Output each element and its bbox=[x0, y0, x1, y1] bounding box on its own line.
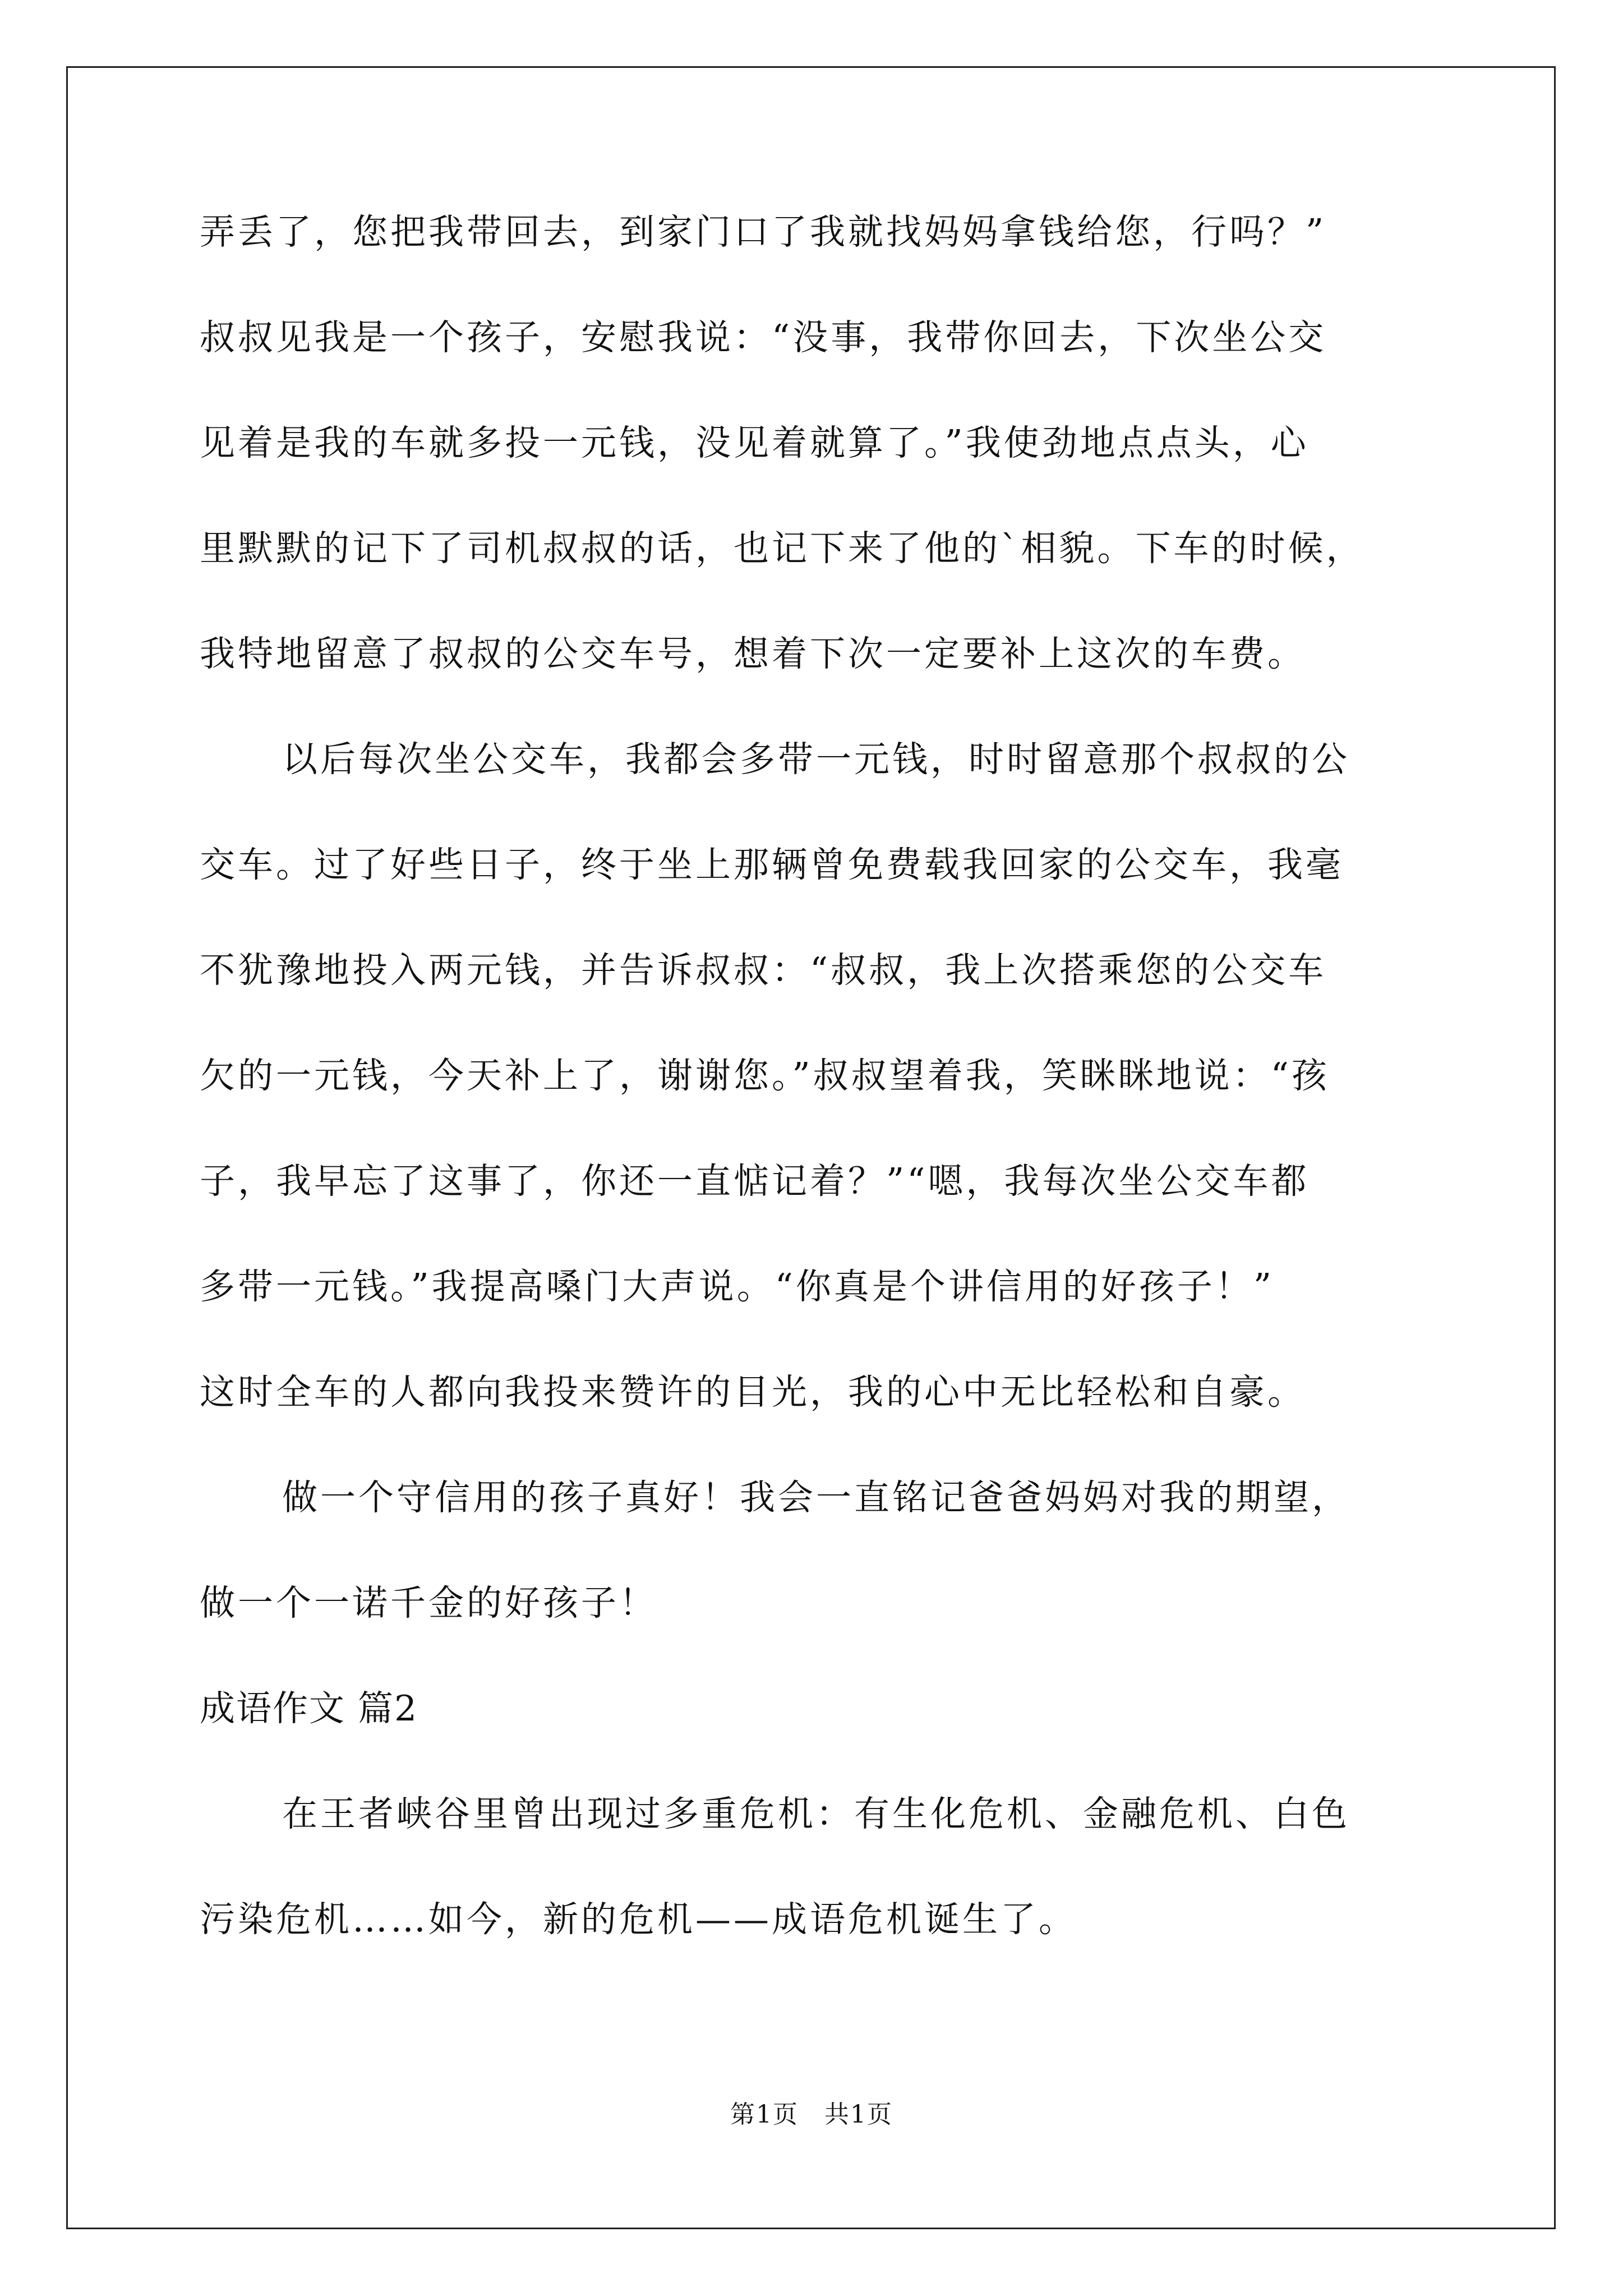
text-line-17: 污染危机……如今，新的危机——成语危机诞生了。 bbox=[200, 1899, 1077, 1940]
text-line-16: 在王者峡谷里曾出现过多重危机：有生化危机、金融危机、白色 bbox=[282, 1793, 1350, 1834]
text-line-7: 交车。过了好些日子，终于坐上那辆曾免费载我回家的公交车，我毫 bbox=[200, 844, 1344, 885]
text-line-5: 我特地留意了叔叔的公交车号，想着下次一定要补上这次的车费。 bbox=[200, 633, 1306, 674]
text-line-3: 见着是我的车就多投一元钱，没见着就算了。”我使劲地点点头，心 bbox=[200, 422, 1309, 463]
text-line-14: 做一个一诺千金的好孩子！ bbox=[200, 1582, 657, 1623]
page-footer: 第1页 共1页 bbox=[730, 2100, 893, 2129]
text-line-1: 弄丢了，您把我带回去，到家门口了我就找妈妈拿钱给您，行吗？” bbox=[200, 211, 1327, 252]
text-line-6: 以后每次坐公交车，我都会多带一元钱，时时留意那个叔叔的公 bbox=[282, 739, 1350, 780]
text-line-9: 欠的一元钱，今天补上了，谢谢您。”叔叔望着我，笑眯眯地说：“孩 bbox=[200, 1055, 1330, 1096]
text-line-10: 子，我早忘了这事了，你还一直惦记着？”“嗯，我每次坐公交车都 bbox=[200, 1161, 1310, 1202]
text-line-4: 里默默的记下了司机叔叔的话，也记下来了他的`相貌。下车的时候， bbox=[200, 528, 1364, 569]
text-line-12: 这时全车的人都向我投来赞许的目光，我的心中无比轻松和自豪。 bbox=[200, 1372, 1306, 1412]
text-line-8: 不犹豫地投入两元钱，并告诉叔叔：“叔叔，我上次搭乘您的公交车 bbox=[200, 950, 1327, 991]
text-line-2: 叔叔见我是一个孩子，安慰我说：“没事，我带你回去，下次坐公交 bbox=[200, 317, 1327, 358]
section-heading: 成语作文 篇2 bbox=[200, 1688, 418, 1729]
text-line-11: 多带一元钱。”我提高嗓门大声说。“你真是个讲信用的好孩子！” bbox=[200, 1266, 1275, 1307]
text-line-13: 做一个守信用的孩子真好！我会一直铭记爸爸妈妈对我的期望， bbox=[282, 1477, 1350, 1518]
